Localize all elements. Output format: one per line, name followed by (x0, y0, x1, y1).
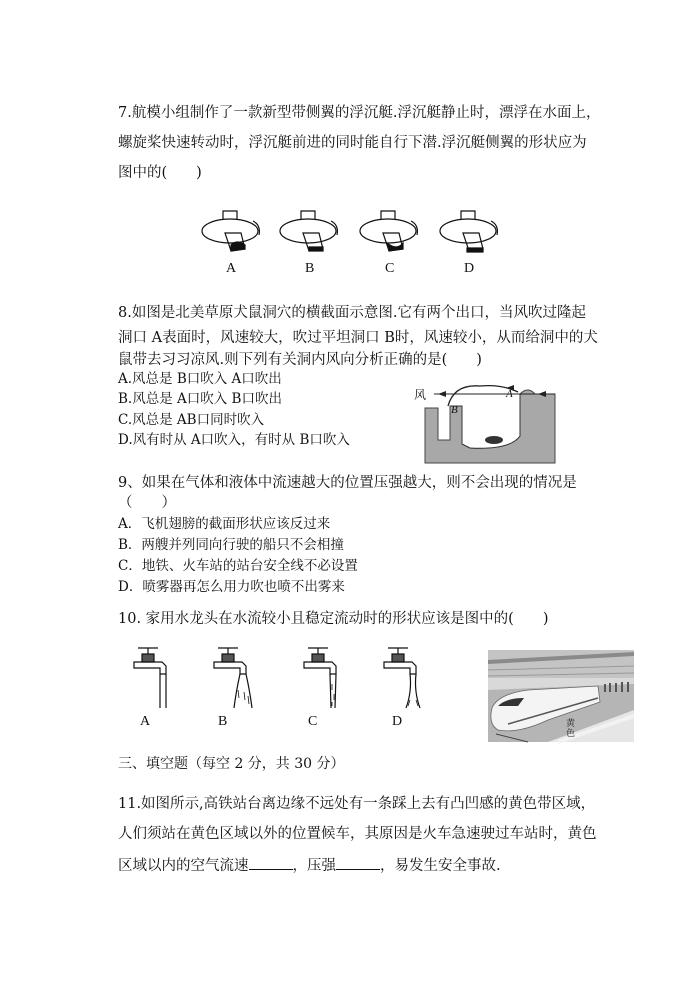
q10-label-a: A (140, 714, 151, 729)
q8-option-b: B.风总是 A口吹入 B口吹出 (118, 391, 282, 407)
q9-option-c: C．地铁、火车站的站台安全线不必设置 (118, 558, 358, 574)
q9-line-2: （ ） (118, 495, 176, 511)
q7-line-3: 图中的( ) (118, 165, 202, 181)
q11-blank-2[interactable] (336, 855, 380, 870)
q11-line-3-part-b: ，压强 (292, 858, 336, 874)
q7-line-1: 7.航模小组制作了一款新型带侧翼的浮沉艇.浮沉艇静止时，漂浮在水面上， (118, 105, 601, 121)
faucet-figure-d (384, 648, 420, 708)
q10-line-1: 10. 家用水龙头在水流较小且稳定流动时的形状应该是图中的( ) (118, 611, 549, 627)
q10-label-b: B (218, 714, 228, 729)
q7-label-b: B (305, 261, 315, 276)
hull-figure-a (202, 211, 259, 251)
q7-label-d: D (464, 261, 475, 276)
train-platform-photo (488, 650, 634, 742)
q8-line-1: 8.如图是北美草原犬鼠洞穴的横截面示意图.它有两个出口，当风吹过隆起 (118, 305, 586, 321)
q7-line-2: 螺旋桨快速转动时，浮沉艇前进的同时能自行下潜.浮沉艇侧翼的形状应为 (118, 135, 587, 151)
q7-label-a: A (226, 261, 237, 276)
hull-figure-c (360, 211, 417, 251)
q10-label-c: C (308, 714, 318, 729)
photo-yellow-label: 黄色 (566, 719, 576, 739)
faucet-figure-b (214, 648, 252, 708)
q11-line-3 (118, 855, 501, 876)
q8-option-c: C.风总是 AB口同时吹入 (118, 412, 265, 428)
q8-option-a: A.风总是 B口吹入 A口吹出 (118, 371, 282, 387)
q7-label-c: C (385, 261, 395, 276)
section-3-title: 三、填空题（每空 2 分，共 30 分） (118, 756, 345, 772)
q8-line-3: 鼠带去习习凉风.则下列有关洞内风向分析正确的是( ) (118, 352, 482, 368)
q9-option-a: A．飞机翅膀的截面形状应该反过来 (118, 516, 331, 532)
q8-option-d: D.风有时从 A口吹入，有时从 B口吹入 (118, 432, 350, 448)
q11-line-1: 11.如图所示,高铁站台离边缘不远处有一条踩上去有凸凹感的黄色带区域， (118, 796, 596, 812)
diagram-wind-label: 风 (414, 388, 427, 402)
burrow-diagram (410, 378, 560, 463)
q7-hull-figures (195, 205, 485, 265)
diagram-label-a: A (506, 388, 513, 400)
hull-figure-b (280, 211, 337, 251)
q8-line-2: 洞口 A表面时，风速较大，吹过平坦洞口 B时，风速较小，从而给洞中的犬 (118, 330, 598, 346)
q9-option-d: D．喷雾器再怎么用力吹也喷不出雾来 (118, 579, 345, 595)
q10-label-d: D (392, 714, 403, 729)
diagram-label-b: B (451, 404, 458, 416)
faucet-figures (128, 640, 418, 715)
faucet-figure-c (304, 648, 336, 708)
q11-line-3-part-a: 区域以内的空气流速 (118, 858, 249, 874)
q9-option-b: B．两艘并列同向行驶的船只不会相撞 (118, 537, 344, 553)
faucet-figure-a (134, 648, 166, 708)
hull-figure-d (440, 211, 497, 252)
q9-line-1: 9、如果在气体和液体中流速越大的位置压强越大，则不会出现的情况是 (118, 475, 577, 491)
q11-blank-1[interactable] (249, 855, 293, 870)
q11-line-2: 人们须站在黄色区域以外的位置候车，其原因是火车急速驶过车站时，黄色 (118, 826, 597, 842)
q11-line-3-part-c: ，易发生安全事故. (380, 858, 501, 874)
